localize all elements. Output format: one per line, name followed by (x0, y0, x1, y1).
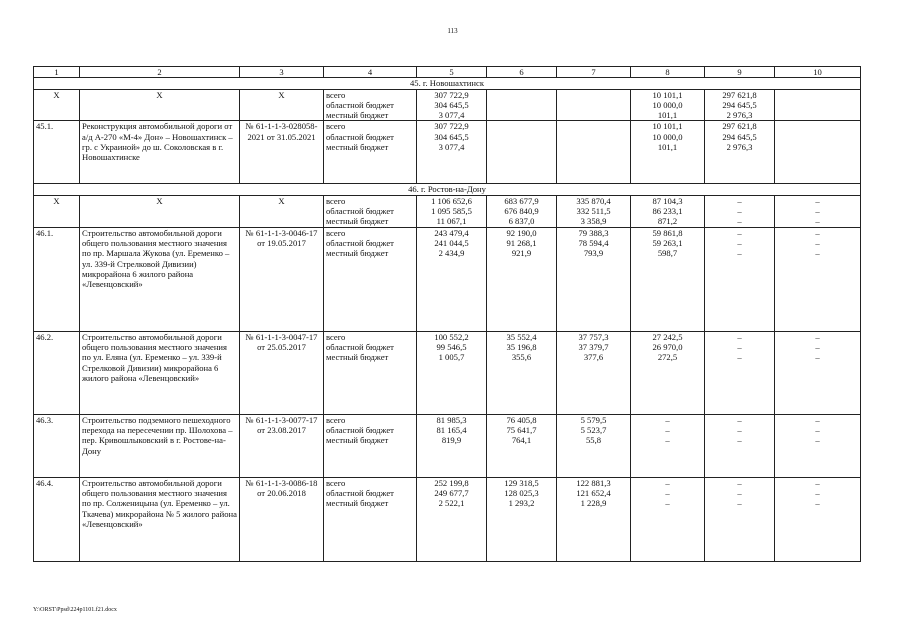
row-number: 46.2. (34, 331, 80, 414)
amount-c9-line: – (737, 216, 742, 227)
amount-c9-line: – (737, 206, 742, 217)
amount-c6 (487, 195, 557, 227)
amount-c7-line: 5 579,5 (580, 414, 607, 425)
funding-source-line: всего (326, 414, 346, 425)
amount-c10-line: – (815, 206, 820, 217)
amount-c6-line: 35 552,4 (506, 331, 537, 342)
amount-c9-line: 297 621,8 (722, 89, 757, 100)
amount-c9 (705, 121, 775, 184)
amount-c10 (775, 414, 861, 477)
section-row (34, 184, 861, 195)
amount-c9-line: – (737, 424, 742, 435)
amount-c8-line: – (665, 487, 670, 498)
document-ref: № 61-1-1-3-028058-2021 от 31.05.2021 (240, 121, 324, 184)
amount-c5-line: 241 044,5 (434, 237, 469, 248)
amount-c7-line: 122 881,3 (576, 477, 611, 488)
funding-source-line: областной бюджет (326, 341, 394, 352)
funding-source (324, 414, 417, 477)
funding-source-line: местный бюджет (326, 110, 389, 121)
amount-c8-line: 27 242,5 (652, 331, 683, 342)
amount-c8-line: 101,1 (657, 142, 678, 153)
amount-c7-line: 335 870,4 (576, 195, 611, 206)
amount-c8-line: – (665, 414, 670, 425)
amount-c10-line: – (815, 341, 820, 352)
amount-c7-line: 79 388,3 (578, 227, 609, 238)
column-header: 8 (631, 67, 705, 78)
amount-c5-line: 307 722,9 (434, 121, 469, 132)
funding-source (324, 121, 417, 184)
amount-c6-line (489, 90, 554, 100)
amount-c9-line: 294 645,5 (722, 131, 757, 142)
amount-c5 (417, 89, 487, 121)
funding-source-line: местный бюджет (326, 142, 389, 153)
amount-c5-line: 243 479,4 (434, 227, 469, 238)
column-header: 7 (557, 67, 631, 78)
column-header: 5 (417, 67, 487, 78)
amount-c5-line: 1 095 585,5 (431, 206, 472, 217)
document-ref: № 61-1-1-3-0046-17 от 19.05.2017 (240, 227, 324, 331)
funding-source (324, 195, 417, 227)
funding-source-line: областной бюджет (326, 131, 394, 142)
funding-source-line: местный бюджет (326, 352, 389, 363)
table-row (34, 227, 861, 331)
amount-c6-line: 683 677,9 (504, 195, 539, 206)
amount-c8-line: 10 000,0 (652, 99, 683, 110)
funding-source-line: всего (326, 227, 346, 238)
amount-c10-line: – (815, 248, 820, 259)
amount-c9-line: – (737, 331, 742, 342)
amount-c6-line: 676 840,9 (504, 206, 539, 217)
amount-c6-line (489, 132, 554, 142)
amount-c8 (631, 331, 705, 414)
amount-c9-line: – (737, 237, 742, 248)
amount-c7-line (559, 110, 628, 120)
table-row (34, 121, 861, 184)
funding-source-line: всего (326, 121, 346, 132)
amount-c5-line: 304 645,5 (434, 131, 469, 142)
document-ref: № 61-1-1-3-0077-17 от 23.08.2017 (240, 414, 324, 477)
amount-c8-line: – (665, 435, 670, 446)
funding-source-line: всего (326, 477, 346, 488)
amount-c8-line: 598,7 (657, 248, 678, 259)
column-header: 3 (240, 67, 324, 78)
amount-c7-line (559, 90, 628, 100)
amount-c6-line: 75 641,7 (506, 424, 537, 435)
table-row (34, 195, 861, 227)
funding-source-line: местный бюджет (326, 248, 389, 259)
amount-c5-line: 819,9 (441, 435, 462, 446)
amount-c9-line: – (737, 195, 742, 206)
amount-c6 (487, 121, 557, 184)
amount-c5-line: 2 522,1 (438, 498, 465, 509)
amount-c5-line: 249 677,7 (434, 487, 469, 498)
amount-c7-line: 332 511,5 (576, 206, 611, 217)
amount-c9 (705, 477, 775, 561)
object-name: Строительство автомобильной дороги общего пользования местного значения по ул. Еляна (ул. Еременко – ул. 339-й Стрелковой Дивизии) микрорайона 6 жилого района «Левенцовский» (80, 331, 240, 414)
amount-c8-line: 59 861,8 (652, 227, 683, 238)
amount-c6-line: 1 293,2 (508, 498, 535, 509)
amount-c6-line: 91 268,1 (506, 237, 537, 248)
column-header: 4 (324, 67, 417, 78)
amount-c7-line: 3 358,9 (580, 216, 607, 227)
amount-c10-line: – (815, 487, 820, 498)
amount-c9-line: – (737, 248, 742, 259)
amount-c9 (705, 89, 775, 121)
amount-c8 (631, 227, 705, 331)
page-number: 113 (447, 27, 458, 35)
funding-source-line: областной бюджет (326, 237, 394, 248)
amount-c8-line: 10 101,1 (652, 121, 683, 132)
row-number: 46.3. (34, 414, 80, 477)
amount-c5 (417, 414, 487, 477)
amount-c8-line: – (665, 424, 670, 435)
amount-c8-line: 59 263,1 (652, 237, 683, 248)
amount-c7 (557, 121, 631, 184)
amount-c10-line (777, 142, 858, 152)
amount-c9-line: 2 976,3 (726, 142, 753, 153)
amount-c7-line (559, 121, 628, 131)
amount-c8-line: 871,2 (657, 216, 678, 227)
amount-c9 (705, 195, 775, 227)
amount-c10 (775, 89, 861, 121)
amount-c5 (417, 331, 487, 414)
amount-c10 (775, 477, 861, 561)
funding-source-line: всего (326, 195, 346, 206)
amount-c7-line: 37 379,7 (578, 341, 609, 352)
amount-c5-line: 81 165,4 (436, 424, 467, 435)
amount-c9-line: – (737, 498, 742, 509)
amount-c9 (705, 331, 775, 414)
amount-c5 (417, 477, 487, 561)
amount-c7 (557, 195, 631, 227)
amount-c5-line: 100 552,2 (434, 331, 469, 342)
table-row (34, 89, 861, 121)
column-header: 10 (775, 67, 861, 78)
column-header: 9 (705, 67, 775, 78)
amount-c10 (775, 227, 861, 331)
amount-c8-line: – (665, 498, 670, 509)
object-name: Строительство автомобильной дороги общего пользования местного значения по пр. Маршала Жукова (ул. Еременко – ул. 339-й Стрелковой Дивизии) микрорайона 6 жилого района «Левенцовский» (80, 227, 240, 331)
funding-source-line: всего (326, 89, 346, 100)
amount-c10-line (777, 110, 858, 120)
amount-c9-line: 2 976,3 (726, 110, 753, 121)
amount-c6-line: 355,6 (511, 352, 532, 363)
amount-c7-line: 55,8 (585, 435, 602, 446)
column-number-row (34, 67, 861, 78)
amount-c10 (775, 195, 861, 227)
amount-c5-line: 304 645,5 (434, 99, 469, 110)
amount-c9-line: – (737, 487, 742, 498)
amount-c5-line: 252 199,8 (434, 477, 469, 488)
row-number: 45.1. (34, 121, 80, 184)
funding-source (324, 331, 417, 414)
amount-c7-line (559, 142, 628, 152)
table-row (34, 477, 861, 561)
amount-c9-line: – (737, 341, 742, 352)
budget-table (33, 66, 861, 562)
document-ref: № 61-1-1-3-0047-17 от 25.05.2017 (240, 331, 324, 414)
amount-c6-line: 76 405,8 (506, 414, 537, 425)
object-name: X (80, 89, 240, 121)
funding-source-line: всего (326, 331, 346, 342)
amount-c7-line (559, 100, 628, 110)
file-path-footer: Y:\ORST\Ppsd\224p1101.f21.docx (33, 607, 117, 613)
amount-c9-line: 294 645,5 (722, 99, 757, 110)
amount-c7 (557, 414, 631, 477)
column-header: 6 (487, 67, 557, 78)
amount-c10-line: – (815, 435, 820, 446)
section-title: 46. г. Ростов-на-Дону (34, 184, 861, 195)
amount-c8-line: 87 104,3 (652, 195, 683, 206)
amount-c8-line: 86 233,1 (652, 206, 683, 217)
column-header: 2 (80, 67, 240, 78)
amount-c5-line: 1 106 652,6 (431, 195, 472, 206)
amount-c6 (487, 227, 557, 331)
amount-c6 (487, 477, 557, 561)
amount-c10-line (777, 132, 858, 142)
section-row (34, 78, 861, 89)
amount-c10-line: – (815, 414, 820, 425)
amount-c10-line: – (815, 227, 820, 238)
amount-c5 (417, 121, 487, 184)
amount-c6-line: 764,1 (511, 435, 532, 446)
table-row (34, 414, 861, 477)
amount-c6-line: 129 318,5 (504, 477, 539, 488)
funding-source-line: областной бюджет (326, 424, 394, 435)
funding-source-line: областной бюджет (326, 487, 394, 498)
amount-c10-line (777, 121, 858, 131)
amount-c6-line: 128 025,3 (504, 487, 539, 498)
funding-source-line: областной бюджет (326, 99, 394, 110)
amount-c5-line: 3 077,4 (438, 110, 465, 121)
amount-c7-line: 1 228,9 (580, 498, 607, 509)
amount-c8 (631, 414, 705, 477)
amount-c8-line: 272,5 (657, 352, 678, 363)
amount-c5-line: 2 434,9 (438, 248, 465, 259)
amount-c10-line: – (815, 216, 820, 227)
amount-c5-line: 99 546,5 (436, 341, 467, 352)
amount-c8-line: 26 970,0 (652, 341, 683, 352)
amount-c10 (775, 121, 861, 184)
amount-c7 (557, 89, 631, 121)
amount-c6-line (489, 121, 554, 131)
amount-c5-line: 81 985,3 (436, 414, 467, 425)
funding-source-line: местный бюджет (326, 435, 389, 446)
amount-c6-line (489, 100, 554, 110)
amount-c6-line: 35 196,8 (506, 341, 537, 352)
amount-c6 (487, 414, 557, 477)
object-name: Строительство подземного пешеходного перехода на пересечении пр. Шолохова – пер. Кривошлыковский в г. Ростове-на-Дону (80, 414, 240, 477)
amount-c10-line (777, 90, 858, 100)
row-number: 46.1. (34, 227, 80, 331)
amount-c8-line: 10 000,0 (652, 131, 683, 142)
row-number: X (34, 89, 80, 121)
amount-c9-line: – (737, 435, 742, 446)
document-ref: № 61-1-1-3-0086-18 от 20.06.2018 (240, 477, 324, 561)
amount-c8 (631, 89, 705, 121)
amount-c8-line: – (665, 477, 670, 488)
column-header: 1 (34, 67, 80, 78)
amount-c8-line: 101,1 (657, 110, 678, 121)
amount-c6-line: 92 190,0 (506, 227, 537, 238)
amount-c8 (631, 477, 705, 561)
amount-c10 (775, 331, 861, 414)
amount-c9-line: – (737, 227, 742, 238)
amount-c7 (557, 227, 631, 331)
object-name: X (80, 195, 240, 227)
amount-c6-line: 6 837,0 (508, 216, 535, 227)
amount-c9 (705, 227, 775, 331)
amount-c5-line: 1 005,7 (438, 352, 465, 363)
amount-c7-line: 121 652,4 (576, 487, 611, 498)
amount-c10-line: – (815, 424, 820, 435)
funding-source (324, 227, 417, 331)
amount-c7-line: 78 594,4 (578, 237, 609, 248)
amount-c6 (487, 331, 557, 414)
amount-c7 (557, 331, 631, 414)
funding-source-line: областной бюджет (326, 206, 394, 217)
document-ref: X (240, 195, 324, 227)
amount-c7-line: 5 523,7 (580, 424, 607, 435)
amount-c10-line: – (815, 331, 820, 342)
amount-c7-line (559, 132, 628, 142)
amount-c9 (705, 414, 775, 477)
amount-c5-line: 3 077,4 (438, 142, 465, 153)
amount-c9-line: – (737, 414, 742, 425)
document-ref: X (240, 89, 324, 121)
amount-c7-line: 37 757,3 (578, 331, 609, 342)
object-name: Строительство автомобильной дороги общего пользования местного значения по пр. Солженицына (ул. Еременко – ул. Ткачева) микрорайона № 5 жилого района «Левенцовский» (80, 477, 240, 561)
object-name: Реконструкция автомобильной дороги от а/д А-270 «М-4» Дон» – Новошахтинск – гр. с Украиной» до ш. Соколовская в г. Новошахтинске (80, 121, 240, 184)
amount-c10-line: – (815, 237, 820, 248)
amount-c10-line: – (815, 477, 820, 488)
amount-c9-line: 297 621,8 (722, 121, 757, 132)
funding-source-line: местный бюджет (326, 498, 389, 509)
funding-source (324, 89, 417, 121)
row-number: 46.4. (34, 477, 80, 561)
amount-c5-line: 307 722,9 (434, 89, 469, 100)
amount-c6 (487, 89, 557, 121)
amount-c9-line: – (737, 352, 742, 363)
amount-c7-line: 793,9 (583, 248, 604, 259)
amount-c5-line: 11 067,1 (436, 216, 467, 227)
amount-c8-line: 10 101,1 (652, 89, 683, 100)
amount-c5 (417, 227, 487, 331)
funding-source (324, 477, 417, 561)
funding-source-line: местный бюджет (326, 216, 389, 227)
row-number: X (34, 195, 80, 227)
amount-c7 (557, 477, 631, 561)
amount-c10-line: – (815, 352, 820, 363)
amount-c10-line: – (815, 498, 820, 509)
amount-c5 (417, 195, 487, 227)
amount-c9-line: – (737, 477, 742, 488)
amount-c6-line: 921,9 (511, 248, 532, 259)
amount-c10-line (777, 100, 858, 110)
amount-c8 (631, 195, 705, 227)
amount-c6-line (489, 142, 554, 152)
amount-c8 (631, 121, 705, 184)
amount-c10-line: – (815, 195, 820, 206)
section-title: 45. г. Новошахтинск (34, 78, 861, 89)
amount-c7-line: 377,6 (583, 352, 604, 363)
table-row (34, 331, 861, 414)
amount-c6-line (489, 110, 554, 120)
